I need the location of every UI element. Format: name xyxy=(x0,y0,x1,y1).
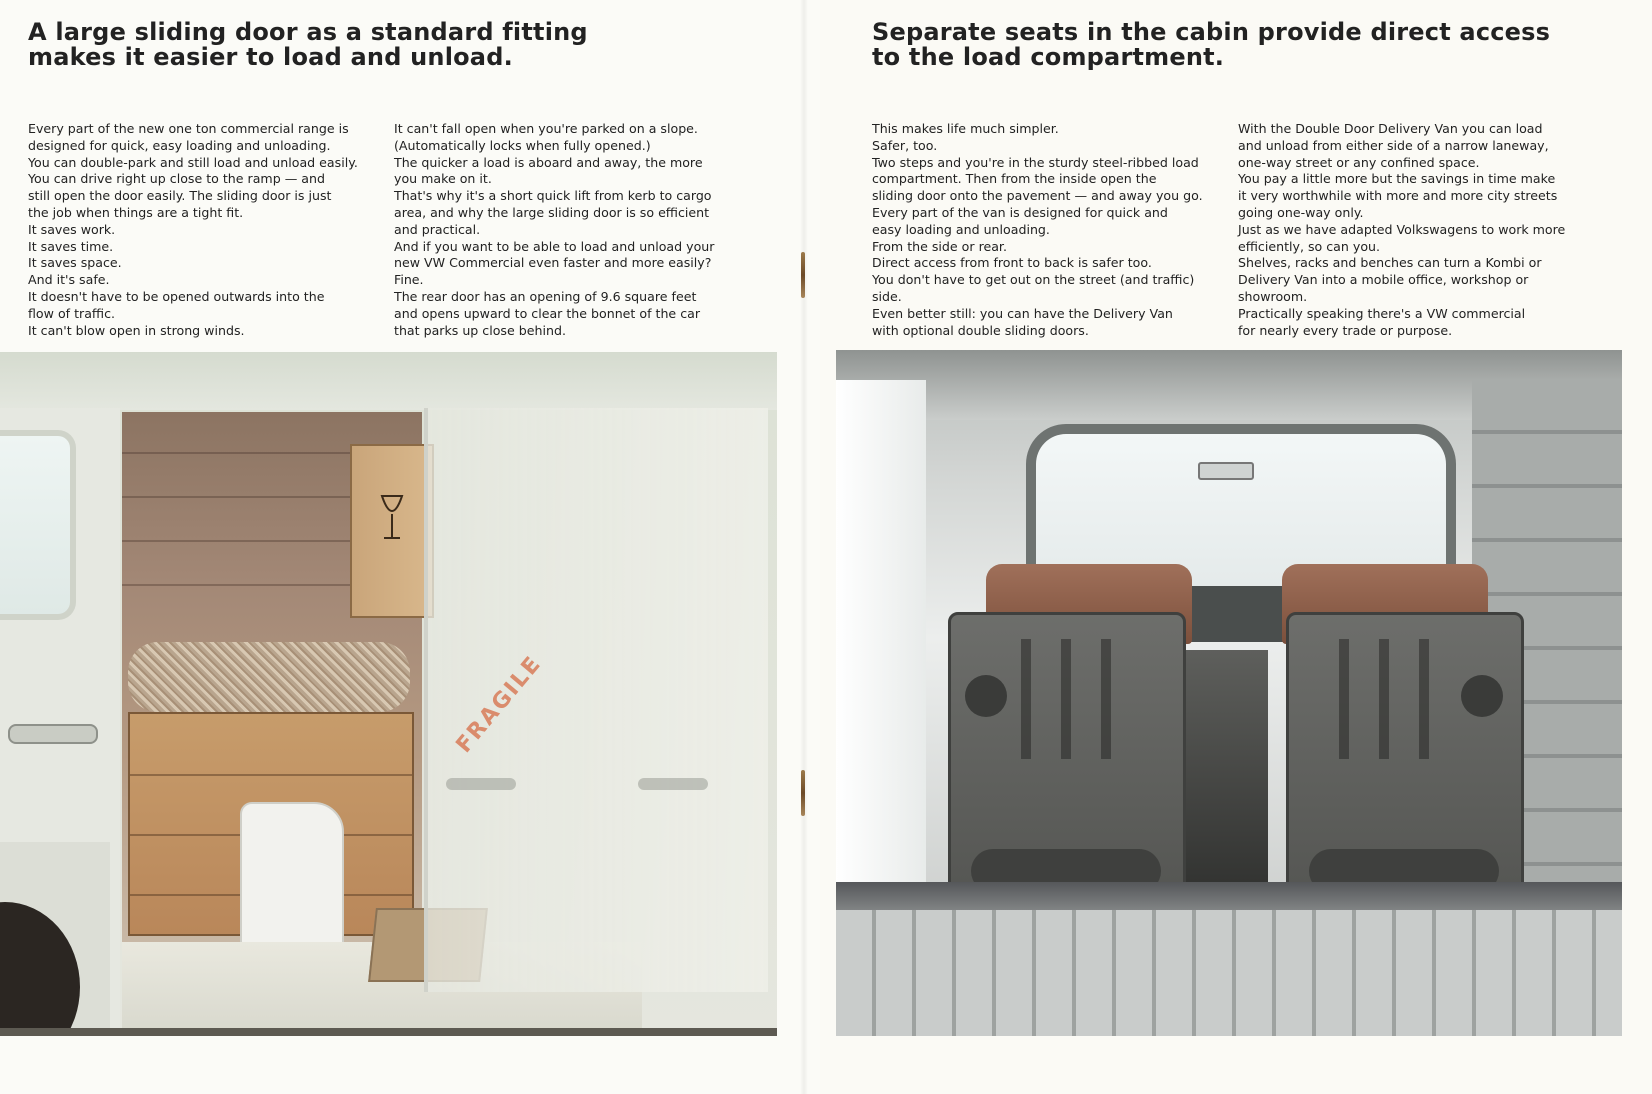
rear-view-mirror xyxy=(1198,462,1254,480)
right-column-2 xyxy=(1238,121,1588,339)
text-line: designed for quick, easy loading and unloading. xyxy=(28,137,331,153)
text-line: Every part of the new one ton commercial range is xyxy=(28,121,349,136)
left-column-1 xyxy=(28,121,378,339)
text-line: easy loading and unloading. xyxy=(872,221,1050,237)
text-line: and opens upward to clear the bonnet of the car xyxy=(394,305,701,321)
text-line: Just as we have adapted Volkswagens to work more xyxy=(1238,221,1566,237)
text-line: That's why it's a short quick lift from kerb to cargo xyxy=(394,188,712,204)
text-line: and practical. xyxy=(394,221,481,237)
left-page xyxy=(0,0,820,1094)
text-line: (Automatically locks when fully opened.) xyxy=(394,137,651,153)
text-line: with optional double sliding doors. xyxy=(872,322,1089,338)
sliding-door xyxy=(424,408,768,992)
text-line: Every part of the van is designed for quick and xyxy=(872,204,1168,220)
open-side-door xyxy=(836,380,926,940)
right-column-1 xyxy=(872,121,1222,339)
photo-shadow xyxy=(0,1028,777,1036)
wine-crate xyxy=(350,444,434,618)
sliding-door-photo xyxy=(0,352,777,1036)
text-line: Practically speaking there's a VW commercial xyxy=(1238,305,1526,321)
text-line: It doesn't have to be opened outwards into the xyxy=(28,288,325,304)
cabin-interior-photo xyxy=(836,350,1622,1036)
text-line: You can drive right up close to the ramp — and xyxy=(28,171,325,187)
staple xyxy=(801,770,805,816)
crate-plank xyxy=(130,774,412,776)
text-line: going one-way only. xyxy=(1238,204,1364,220)
text-line: Delivery Van into a mobile office, workshop or xyxy=(1238,272,1529,288)
left-headline-line: makes it easier to load and unload. xyxy=(28,43,513,71)
text-line: And if you want to be able to load and unload your xyxy=(394,238,715,254)
text-line: You can double-park and still load and unload easily. xyxy=(28,154,358,170)
left-headline-line: A large sliding door as a standard fitting xyxy=(28,18,588,46)
text-line: showroom. xyxy=(1238,288,1308,304)
text-line: This makes life much simpler. xyxy=(872,121,1059,136)
text-line: Two steps and you're in the sturdy steel-ribbed load xyxy=(872,154,1199,170)
text-line: Even better still: you can have the Delivery Van xyxy=(872,305,1173,321)
text-line: still open the door easily. The sliding door is just xyxy=(28,188,332,204)
text-line: side. xyxy=(872,288,902,304)
text-line: and unload from either side of a narrow laneway, xyxy=(1238,137,1549,153)
right-headline-line: to the load compartment. xyxy=(872,43,1225,71)
text-line: It can't fall open when you're parked on a slope. xyxy=(394,121,698,136)
text-line: The quicker a load is aboard and away, the more xyxy=(394,154,703,170)
staple xyxy=(801,252,805,298)
left-headline xyxy=(28,20,588,70)
seat-rib xyxy=(1339,639,1349,759)
seat-disc xyxy=(1461,675,1503,717)
ribbed-load-floor xyxy=(836,910,1622,1036)
van-window xyxy=(0,430,76,620)
text-line: You pay a little more but the savings in time make xyxy=(1238,171,1556,187)
text-line: And it's safe. xyxy=(28,272,110,288)
text-line: It saves time. xyxy=(28,238,114,254)
text-line: Shelves, racks and benches can turn a Kombi or xyxy=(1238,255,1542,271)
text-line: area, and why the large sliding door is so efficient xyxy=(394,204,710,220)
text-line: It saves work. xyxy=(28,221,116,237)
text-line: efficiently, so can you. xyxy=(1238,238,1381,254)
text-line: The rear door has an opening of 9.6 square feet xyxy=(394,288,697,304)
seat-rib xyxy=(1021,639,1031,759)
seat-rib xyxy=(1379,639,1389,759)
plastic-jug xyxy=(240,802,344,958)
rolled-carpet xyxy=(128,642,410,712)
right-seat-back xyxy=(1286,612,1524,910)
seat-rib xyxy=(1101,639,1111,759)
text-line: From the side or rear. xyxy=(872,238,1007,254)
right-headline-line: Separate seats in the cabin provide direct access xyxy=(872,18,1551,46)
van-roof xyxy=(0,352,777,410)
page-gutter xyxy=(800,0,808,1094)
text-line: You don't have to get out on the street (and traffic) xyxy=(872,272,1195,288)
text-line: you make on it. xyxy=(394,171,492,187)
text-line: for nearly every trade or purpose. xyxy=(1238,322,1453,338)
text-line: that parks up close behind. xyxy=(394,322,566,338)
text-line: one-way street or any confined space. xyxy=(1238,154,1480,170)
text-line: new VW Commercial even faster and more easily? xyxy=(394,255,712,271)
text-line: With the Double Door Delivery Van you can load xyxy=(1238,121,1543,136)
text-line: Fine. xyxy=(394,272,424,288)
door-handle xyxy=(8,724,98,744)
text-line: Direct access from front to back is safer too. xyxy=(872,255,1152,271)
seat-rib xyxy=(1419,639,1429,759)
text-line: It can't blow open in strong winds. xyxy=(28,322,245,338)
wine-glass-icon xyxy=(352,446,432,616)
text-line: sliding door onto the pavement — and away you go. xyxy=(872,188,1203,204)
door-handle xyxy=(446,778,516,790)
text-line: Safer, too. xyxy=(872,137,938,153)
text-line: It saves space. xyxy=(28,255,122,271)
seat-disc xyxy=(965,675,1007,717)
door-handle xyxy=(638,778,708,790)
seat-rib xyxy=(1061,639,1071,759)
left-column-2 xyxy=(394,121,744,339)
text-line: compartment. Then from the inside open the xyxy=(872,171,1157,187)
right-headline xyxy=(872,20,1550,70)
fragile-stamp: FRAGILE xyxy=(451,651,547,758)
left-seat-back xyxy=(948,612,1186,910)
text-line: flow of traffic. xyxy=(28,305,116,321)
text-line: the job when things are a tight fit. xyxy=(28,204,244,220)
text-line: it very worthwhile with more and more city streets xyxy=(1238,188,1558,204)
